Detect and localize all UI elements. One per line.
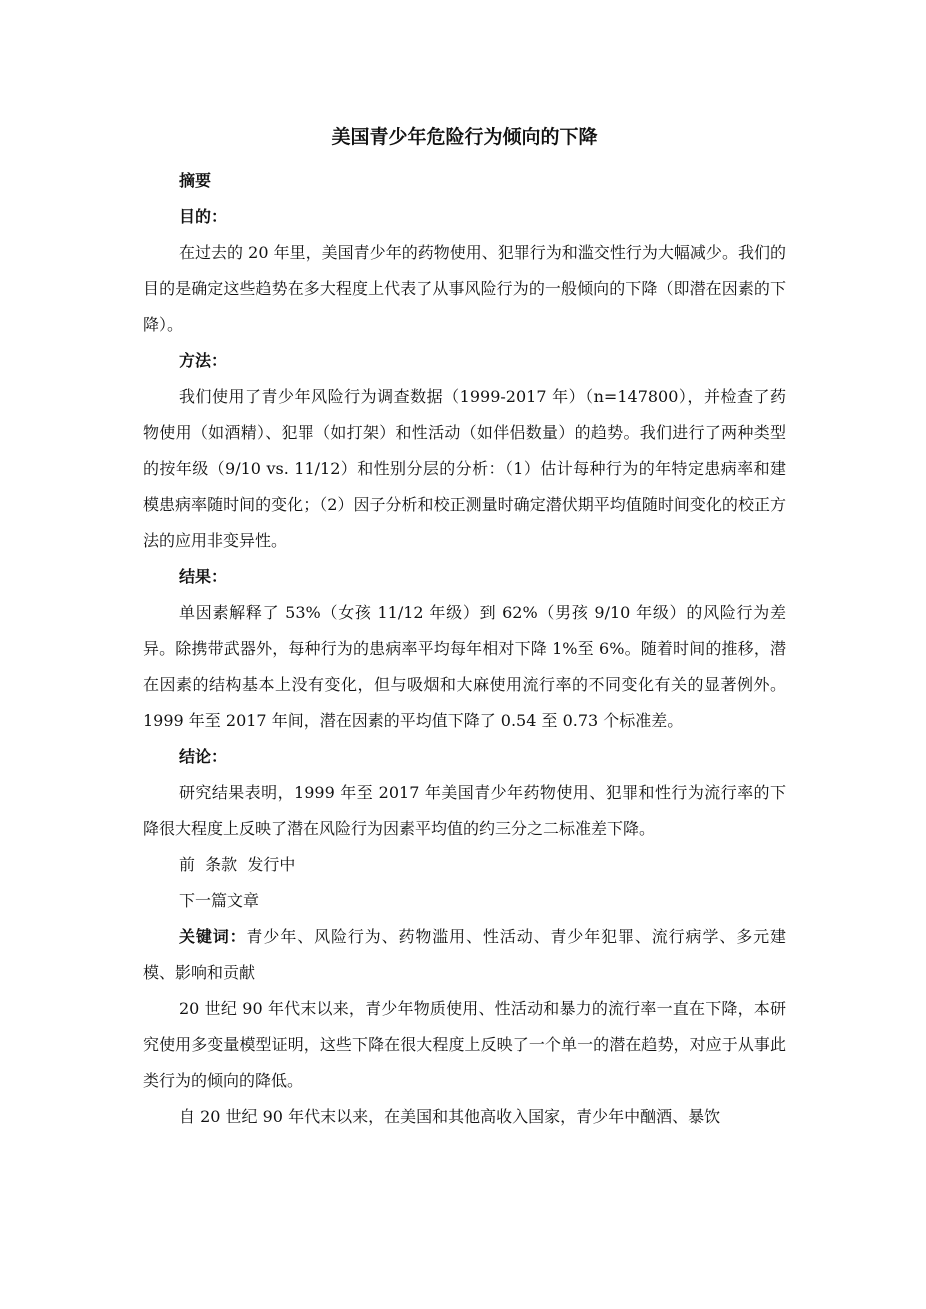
conclusion-heading: 结论：: [179, 747, 228, 766]
next-article-link[interactable]: 下一篇文章: [179, 891, 260, 910]
purpose-heading: 目的：: [179, 207, 228, 226]
document-title: 美国青少年危险行为倾向的下降: [331, 126, 598, 148]
methods-text: 我们使用了青少年风险行为调查数据（1999-2017 年）（n=147800），并检查了药物使用（如酒精）、犯罪（如打架）和性活动（如伴侣数量）的趋势。我们进行了两种类型的按年级（9/10 vs. 11/12）和性别分层的分析：（1）估计每种行为的年特定患病率和建模患病率随时间的变化；（2）因子分析和校正测量时确定潜伏期平均值随时间变化的校正方法的应用非变异性。: [143, 387, 786, 550]
body-paragraph: 自 20 世纪 90 年代末以来，在美国和其他高收入国家，青少年中酗酒、暴饮: [179, 1107, 721, 1126]
purpose-text: 在过去的 20 年里，美国青少年的药物使用、犯罪行为和滥交性行为大幅减少。我们的目的是确定这些趋势在多大程度上代表了从事风险行为的一般倾向的下降（即潜在因素的下降）。: [143, 243, 786, 334]
conclusion-text: 研究结果表明，1999 年至 2017 年美国青少年药物使用、犯罪和性行为流行率的下降很大程度上反映了潜在风险行为因素平均值的约三分之二标准差下降。: [143, 783, 786, 838]
abstract-heading: 摘要: [179, 171, 212, 190]
methods-heading: 方法：: [179, 351, 228, 370]
results-text: 单因素解释了 53%（女孩 11/12 年级）到 62%（男孩 9/10 年级）的风险行为差异。除携带武器外，每种行为的患病率平均每年相对下降 1%至 6%。随着时间的推移，潜在因素的结构基本上没有变化，但与吸烟和大麻使用流行率的不同变化有关的显著例外。1999 年至 2017 年间，潜在因素的平均值下降了 0.54 至 0.73 个标准差。: [143, 603, 786, 730]
body-paragraph: 20 世纪 90 年代末以来，青少年物质使用、性活动和暴力的流行率一直在下降，本研究使用多变量模型证明，这些下降在很大程度上反映了一个单一的潜在趋势，对应于从事此类行为的倾向的降低。: [143, 999, 786, 1090]
keywords-paragraph: [143, 919, 786, 991]
document-content: [143, 119, 786, 1135]
keywords-label: 关键词：: [179, 927, 247, 946]
keywords-text: 青少年、风险行为、药物滥用、性活动、青少年犯罪、流行病学、多元建模、影响和贡献: [143, 927, 786, 982]
results-heading: 结果：: [179, 567, 228, 586]
article-nav-line[interactable]: 前 条款 发行中: [179, 855, 296, 874]
